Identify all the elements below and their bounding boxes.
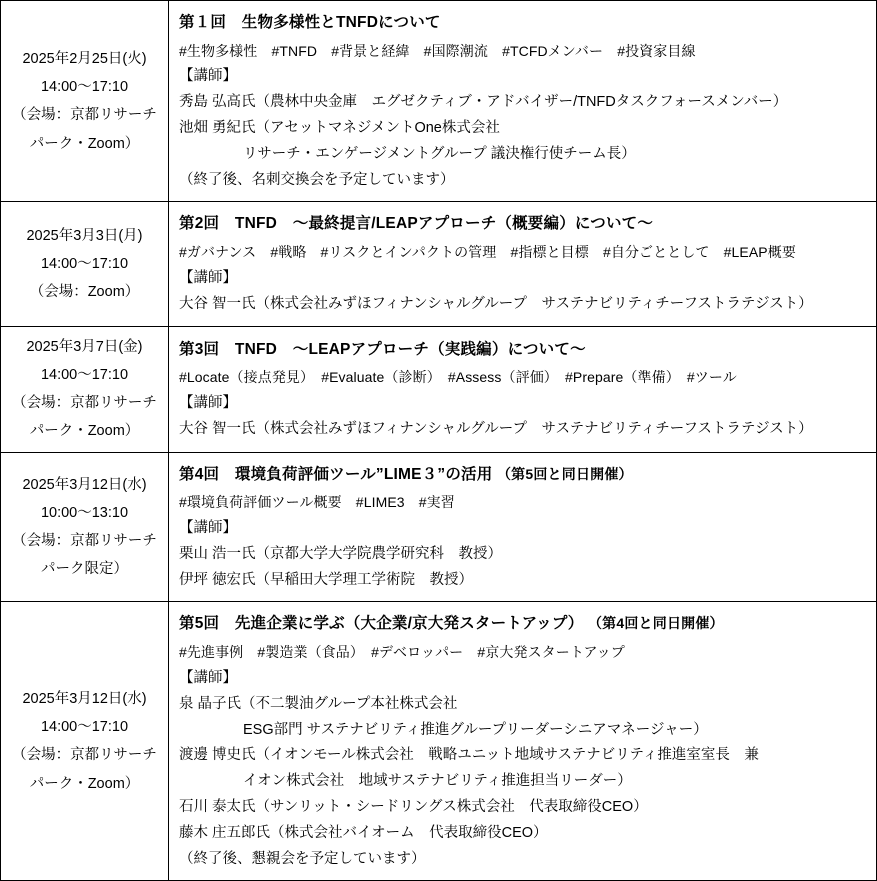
date-cell <box>1 452 169 602</box>
lecturer-label: 【講師】 <box>179 669 237 686</box>
date-cell <box>1 326 169 452</box>
date-cell <box>1 602 169 881</box>
session-title: 第2回 TNFD 〜最終提言/LEAPアプローチ（概要編）について〜 <box>179 215 654 233</box>
date-line: 2025年3月7日(金) <box>26 338 143 355</box>
detail-cell <box>169 1 877 202</box>
session-tags: #Locate（接点発見） #Evaluate（診断） #Assess（評価） #Prepare（準備） #ツール <box>179 369 737 386</box>
table-row <box>1 1 877 202</box>
lecturer-label: 【講師】 <box>179 68 237 85</box>
detail-cell <box>169 326 877 452</box>
lecturer-label: 【講師】 <box>179 520 237 537</box>
venue-line: （会場：京都リサーチ <box>12 747 157 764</box>
table-row <box>1 202 877 326</box>
venue-line: （会場：京都リサーチ <box>12 395 157 412</box>
session-title-note: （第5回と同日開催） <box>496 465 633 482</box>
session-title-text: 第5回 先進企業に学ぶ（大企業/京大発スタートアップ） <box>179 615 584 633</box>
venue-line: （会場：Zoom） <box>29 284 140 301</box>
session-tags: #ガバナンス #戦略 #リスクとインパクトの管理 #指標と目標 #自分ごととして #LEAP概要 <box>179 244 796 261</box>
venue-line: （会場：京都リサーチ <box>12 107 157 124</box>
venue-line-cont: パーク・Zoom） <box>29 423 140 440</box>
table-row <box>1 602 877 881</box>
session-footnote: （終了後、懇親会を予定しています） <box>179 850 426 867</box>
lecturer-name: 藤木 庄五郎氏（株式会社バイオーム 代表取締役CEO） <box>179 824 548 841</box>
lecturer-affiliation-cont: ESG部門 サステナビリティ推進グループリーダーシニアマネージャー） <box>243 721 708 738</box>
session-title: 第3回 TNFD 〜LEAPアプローチ（実践編）について〜 <box>179 340 586 358</box>
detail-cell <box>169 452 877 602</box>
time-line: 10:00〜13:10 <box>40 504 129 521</box>
lecturer-name: 大谷 智一氏（株式会社みずほフィナンシャルグループ サステナビリティチーフストラテジスト） <box>179 420 813 437</box>
date-line: 2025年2月25日(火) <box>22 50 147 67</box>
lecturer-label: 【講師】 <box>179 269 237 286</box>
session-footnote: （終了後、名刺交換会を予定しています） <box>179 171 455 188</box>
lecturer-name: 秀島 弘高氏（農林中央金庫 エグゼクティブ・アドバイザー/TNFDタスクフォースメンバー） <box>179 94 788 111</box>
table-body <box>1 1 877 881</box>
time-line: 14:00〜17:10 <box>40 719 129 736</box>
lecturer-name: 石川 泰太氏（サンリット・シードリングス株式会社 代表取締役CEO） <box>179 798 648 815</box>
session-tags: #生物多様性 #TNFD #背景と経緯 #国際潮流 #TCFDメンバー #投資家目線 <box>179 42 696 59</box>
lecturer-name: 泉 晶子氏（不二製油グループ本社株式会社 <box>179 695 458 712</box>
lecturer-affiliation-cont: リサーチ・エンゲージメントグループ 議決権行使チーム長） <box>243 145 636 162</box>
venue-line-cont: パーク・Zoom） <box>29 775 140 792</box>
lecturer-name: 栗山 浩一氏（京都大学大学院農学研究科 教授） <box>179 545 503 562</box>
session-tags: #環境負荷評価ツール概要 #LIME3 #実習 <box>179 494 455 511</box>
detail-cell <box>169 202 877 326</box>
date-cell <box>1 1 169 202</box>
time-line: 14:00〜17:10 <box>40 78 129 95</box>
time-line: 14:00〜17:10 <box>40 255 129 272</box>
time-line: 14:00〜17:10 <box>40 366 129 383</box>
lecturer-name: 伊坪 徳宏氏（早稲田大学理工学術院 教授） <box>179 571 474 588</box>
session-tags: #先進事例 #製造業（食品） #デベロッパー #京大発スタートアップ <box>179 644 625 661</box>
date-line: 2025年3月12日(水) <box>22 476 147 493</box>
lecturer-name: 大谷 智一氏（株式会社みずほフィナンシャルグループ サステナビリティチーフストラテジスト） <box>179 295 813 312</box>
venue-line-cont: パーク・Zoom） <box>29 135 140 152</box>
detail-cell <box>169 602 877 881</box>
table-row <box>1 452 877 602</box>
lecturer-label: 【講師】 <box>179 395 237 412</box>
date-line: 2025年3月12日(水) <box>22 690 147 707</box>
venue-line-cont: パーク限定） <box>41 561 128 578</box>
session-title <box>179 610 868 638</box>
lecturer-affiliation-cont: イオン株式会社 地域サステナビリティ推進担当リーダー） <box>243 773 632 790</box>
lecturer-name: 池畑 勇紀氏（アセットマネジメントOne株式会社 <box>179 120 500 137</box>
session-title-note: （第4回と同日開催） <box>587 615 724 632</box>
table-row <box>1 326 877 452</box>
session-title <box>179 461 868 489</box>
venue-line: （会場：京都リサーチ <box>12 533 157 550</box>
date-cell <box>1 202 169 326</box>
lecturer-name: 渡邊 博史氏（イオンモール株式会社 戦略ユニット地域サステナビリティ推進室室長 兼 <box>179 747 759 764</box>
session-title-text: 第4回 環境負荷評価ツール”LIME３”の活用 <box>179 465 493 483</box>
session-title: 第１回 生物多様性とTNFDについて <box>179 14 441 31</box>
date-line: 2025年3月3日(月) <box>26 227 143 244</box>
